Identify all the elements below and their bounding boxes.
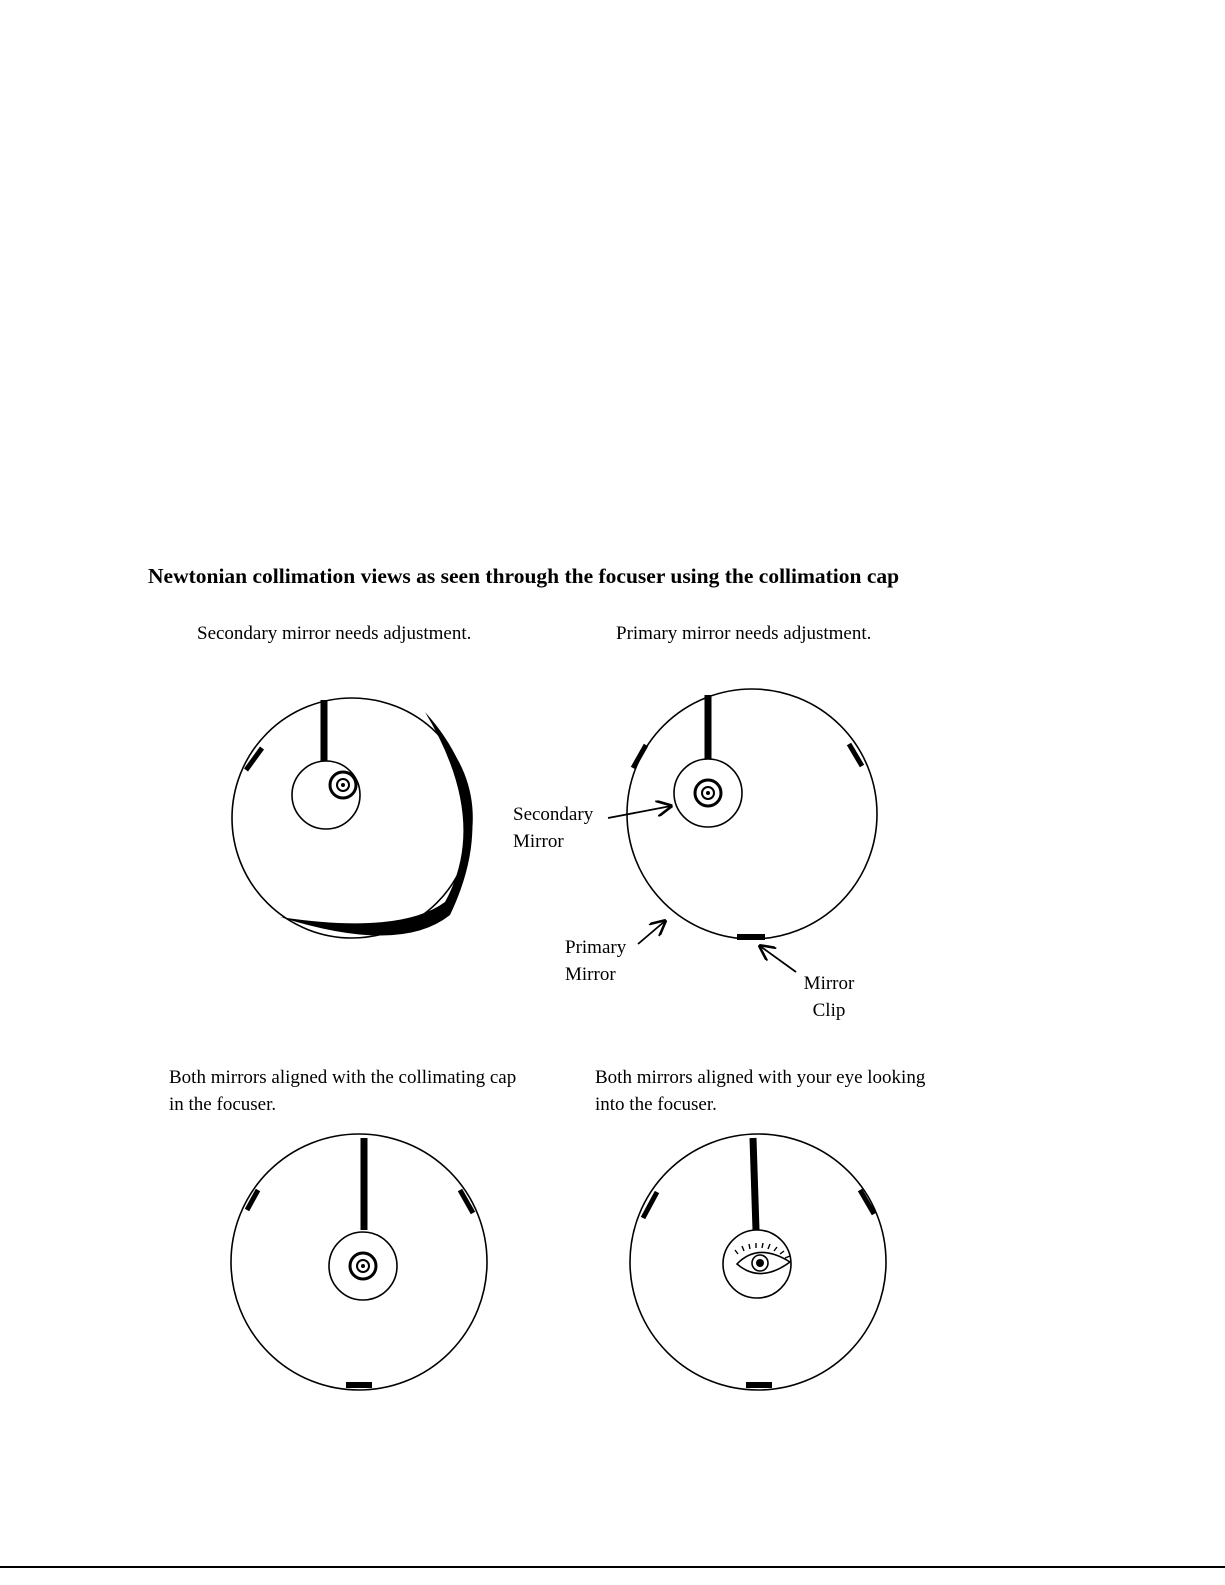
arrow-primary-mirror (638, 921, 665, 944)
label-primary-mirror-line1: Primary (565, 937, 627, 958)
caption-secondary-needs-adjustment: Secondary mirror needs adjustment. (197, 623, 472, 644)
view-aligned-eye (630, 1134, 886, 1390)
mirror-clip-bottom (737, 934, 765, 940)
view-secondary-misaligned (232, 698, 472, 938)
label-mirror-clip-line1: Mirror (803, 973, 855, 994)
mirror-clip-bottom (746, 1382, 772, 1388)
label-primary-mirror-line2: Mirror (565, 964, 616, 985)
collimation-cap-center-dot (341, 783, 345, 787)
collimation-cap-center-dot (361, 1264, 365, 1268)
mirror-clip-bottom (346, 1382, 372, 1388)
caption-primary-needs-adjustment: Primary mirror needs adjustment. (616, 623, 872, 644)
figure-title: Newtonian collimation views as seen through the focuser using the collimation cap (148, 564, 900, 588)
tube-view-circle (627, 689, 877, 939)
view-primary-misaligned (608, 689, 877, 972)
caption-aligned-cap-line2: in the focuser. (169, 1094, 277, 1115)
label-secondary-mirror-line1: Secondary (513, 804, 594, 825)
caption-aligned-eye-line2: into the focuser. (595, 1094, 717, 1115)
label-secondary-mirror-line2: Mirror (513, 831, 564, 852)
label-mirror-clip-line2: Clip (812, 1000, 846, 1021)
view-aligned-collimating-cap (231, 1134, 487, 1390)
caption-aligned-cap-line1: Both mirrors aligned with the collimating cap (169, 1067, 517, 1088)
collimation-cap-center-dot (706, 791, 710, 795)
arrow-mirror-clip (760, 946, 796, 972)
spider-vane-top (753, 1138, 756, 1230)
caption-aligned-eye-line1: Both mirrors aligned with your eye looking (595, 1067, 926, 1088)
bottom-rule (0, 1566, 1225, 1568)
